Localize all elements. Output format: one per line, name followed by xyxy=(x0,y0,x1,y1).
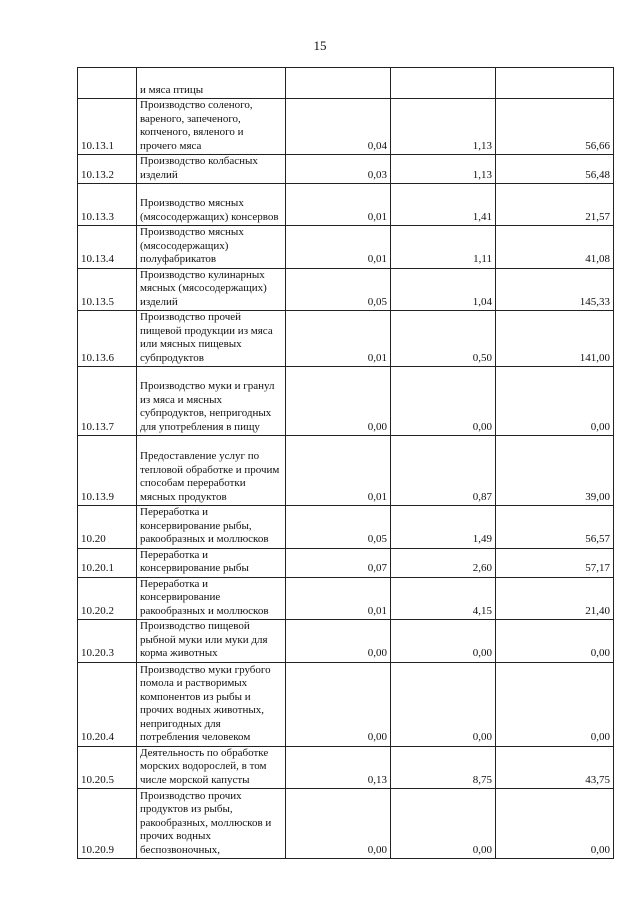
table-body xyxy=(78,68,614,859)
code-cell: 10.13.7 xyxy=(78,367,137,436)
value-1-cell: 0,00 xyxy=(286,662,391,746)
value-1-cell: 0,13 xyxy=(286,746,391,789)
name-cell: и мяса птицы xyxy=(137,68,286,99)
value-1-cell: 0,01 xyxy=(286,436,391,506)
value-3-cell: 141,00 xyxy=(496,311,614,367)
value-1-cell: 0,04 xyxy=(286,99,391,155)
value-2-cell: 0,00 xyxy=(391,620,496,663)
table-row xyxy=(78,620,614,663)
value-3-cell: 57,17 xyxy=(496,548,614,577)
name-cell: Предоставление услуг по тепловой обработке и прочим способам переработки мясных продуктов xyxy=(137,436,286,506)
value-3-cell: 0,00 xyxy=(496,789,614,859)
table-row xyxy=(78,436,614,506)
name-cell: Производство кулинарных мясных (мясосодержащих) изделий xyxy=(137,268,286,311)
code-cell: 10.13.3 xyxy=(78,184,137,226)
table-row xyxy=(78,68,614,99)
value-2-cell: 4,15 xyxy=(391,577,496,620)
value-1-cell: 0,05 xyxy=(286,506,391,549)
table-row xyxy=(78,506,614,549)
table-row xyxy=(78,311,614,367)
value-2-cell: 1,49 xyxy=(391,506,496,549)
name-cell: Производство пищевой рыбной муки или муки для корма животных xyxy=(137,620,286,663)
value-3-cell: 56,48 xyxy=(496,155,614,184)
value-3-cell: 56,57 xyxy=(496,506,614,549)
value-3-cell: 43,75 xyxy=(496,746,614,789)
value-1-cell: 0,00 xyxy=(286,620,391,663)
value-1-cell: 0,07 xyxy=(286,548,391,577)
code-cell: 10.20.5 xyxy=(78,746,137,789)
value-2-cell: 0,00 xyxy=(391,662,496,746)
value-2-cell: 0,87 xyxy=(391,436,496,506)
name-cell: Производство прочей пищевой продукции из мяса или мясных пищевых субпродуктов xyxy=(137,311,286,367)
value-3-cell: 0,00 xyxy=(496,367,614,436)
value-1-cell xyxy=(286,68,391,99)
value-2-cell: 2,60 xyxy=(391,548,496,577)
value-3-cell: 39,00 xyxy=(496,436,614,506)
table-row xyxy=(78,155,614,184)
table-row xyxy=(78,268,614,311)
name-cell: Производство колбасных изделий xyxy=(137,155,286,184)
value-1-cell: 0,01 xyxy=(286,577,391,620)
code-cell xyxy=(78,68,137,99)
value-2-cell: 1,04 xyxy=(391,268,496,311)
industry-indicators-table xyxy=(77,67,614,859)
name-cell: Деятельность по обработке морских водорослей, в том числе морской капусты xyxy=(137,746,286,789)
value-1-cell: 0,01 xyxy=(286,311,391,367)
value-3-cell: 21,40 xyxy=(496,577,614,620)
value-2-cell: 0,00 xyxy=(391,789,496,859)
value-3-cell xyxy=(496,68,614,99)
name-cell: Переработка и консервирование рыбы, ракообразных и моллюсков xyxy=(137,506,286,549)
table-row xyxy=(78,548,614,577)
code-cell: 10.20.1 xyxy=(78,548,137,577)
code-cell: 10.13.1 xyxy=(78,99,137,155)
name-cell: Производство муки грубого помола и растворимых компонентов из рыбы и прочих водных животных, непригодных для потребления человеком xyxy=(137,662,286,746)
value-3-cell: 145,33 xyxy=(496,268,614,311)
value-1-cell: 0,00 xyxy=(286,789,391,859)
code-cell: 10.20.3 xyxy=(78,620,137,663)
code-cell: 10.13.9 xyxy=(78,436,137,506)
code-cell: 10.13.5 xyxy=(78,268,137,311)
value-2-cell: 0,50 xyxy=(391,311,496,367)
table-row xyxy=(78,746,614,789)
name-cell: Переработка и консервирование рыбы xyxy=(137,548,286,577)
table-row xyxy=(78,184,614,226)
value-2-cell: 0,00 xyxy=(391,367,496,436)
value-3-cell: 0,00 xyxy=(496,620,614,663)
name-cell: Производство прочих продуктов из рыбы, ракообразных, моллюсков и прочих водных беспозвоночных, xyxy=(137,789,286,859)
value-2-cell: 1,13 xyxy=(391,155,496,184)
code-cell: 10.20.9 xyxy=(78,789,137,859)
value-1-cell: 0,01 xyxy=(286,226,391,269)
value-2-cell: 1,41 xyxy=(391,184,496,226)
name-cell: Переработка и консервирование ракообразных и моллюсков xyxy=(137,577,286,620)
name-cell: Производство мясных (мясосодержащих) полуфабрикатов xyxy=(137,226,286,269)
table-row xyxy=(78,577,614,620)
code-cell: 10.20 xyxy=(78,506,137,549)
value-1-cell: 0,01 xyxy=(286,184,391,226)
code-cell: 10.13.6 xyxy=(78,311,137,367)
name-cell: Производство муки и гранул из мяса и мясных субпродуктов, непригодных для употребления в пищу xyxy=(137,367,286,436)
value-3-cell: 21,57 xyxy=(496,184,614,226)
value-2-cell xyxy=(391,68,496,99)
table-row xyxy=(78,662,614,746)
name-cell: Производство соленого, вареного, запеченого, копченого, вяленого и прочего мяса xyxy=(137,99,286,155)
value-3-cell: 41,08 xyxy=(496,226,614,269)
value-2-cell: 8,75 xyxy=(391,746,496,789)
code-cell: 10.13.4 xyxy=(78,226,137,269)
code-cell: 10.13.2 xyxy=(78,155,137,184)
page-number: 15 xyxy=(313,38,327,53)
code-cell: 10.20.4 xyxy=(78,662,137,746)
value-1-cell: 0,05 xyxy=(286,268,391,311)
value-1-cell: 0,00 xyxy=(286,367,391,436)
table-row xyxy=(78,99,614,155)
value-2-cell: 1,13 xyxy=(391,99,496,155)
table-row xyxy=(78,789,614,859)
table-row xyxy=(78,226,614,269)
value-1-cell: 0,03 xyxy=(286,155,391,184)
table-row xyxy=(78,367,614,436)
code-cell: 10.20.2 xyxy=(78,577,137,620)
name-cell: Производство мясных (мясосодержащих) консервов xyxy=(137,184,286,226)
value-3-cell: 56,66 xyxy=(496,99,614,155)
value-3-cell: 0,00 xyxy=(496,662,614,746)
value-2-cell: 1,11 xyxy=(391,226,496,269)
